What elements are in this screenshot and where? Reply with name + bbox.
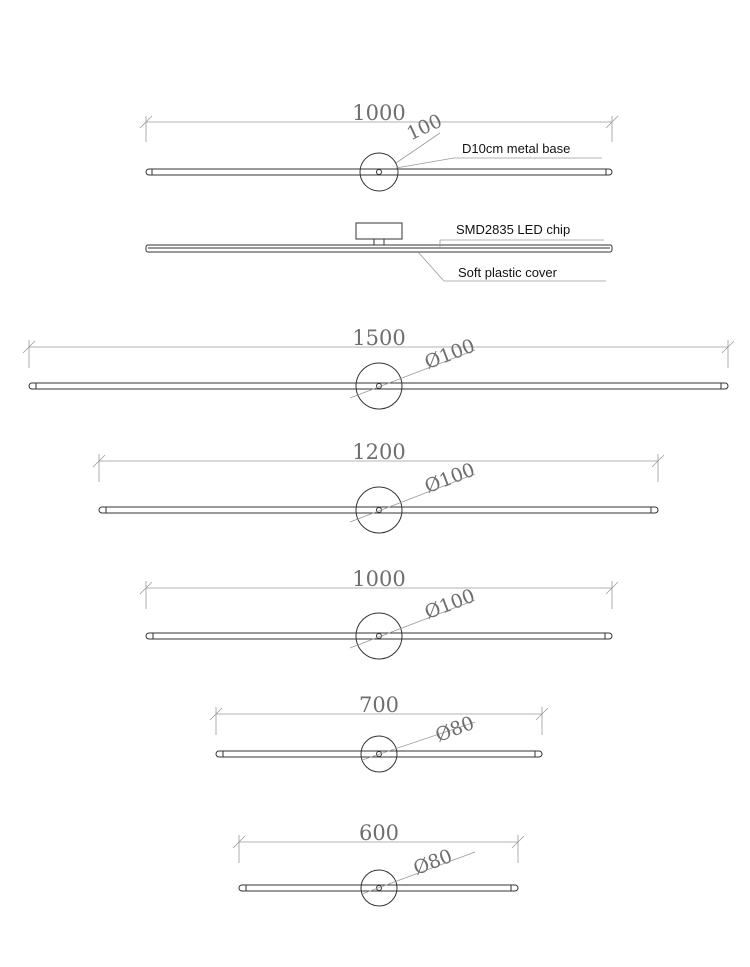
length-label: 1000 xyxy=(352,101,406,125)
variant-1000 xyxy=(140,567,618,659)
callout-leader xyxy=(396,158,454,168)
base-disc xyxy=(360,153,398,191)
side-lamp-bar xyxy=(146,245,612,252)
variant-700 xyxy=(210,693,548,772)
pivot-point xyxy=(377,170,382,175)
diameter-label-700: Ø80 xyxy=(432,712,478,747)
diameter-label-600: Ø80 xyxy=(410,845,456,880)
base-disc-1200 xyxy=(356,487,402,533)
variant-1500 xyxy=(23,326,734,409)
base-disc-1500 xyxy=(356,363,402,409)
length-label-1000: 1000 xyxy=(352,567,406,591)
cover-callout-leader xyxy=(418,252,444,281)
base-disc-1000 xyxy=(356,613,402,659)
length-label-600: 600 xyxy=(358,821,400,845)
base-size-label: 100 xyxy=(403,109,446,146)
length-label-1200: 1200 xyxy=(352,440,406,464)
diameter-label-1000: Ø100 xyxy=(421,584,478,624)
callout-plastic-cover: Soft plastic cover xyxy=(458,265,557,280)
callout-metal-base: D10cm metal base xyxy=(462,141,571,156)
length-label-700: 700 xyxy=(358,693,400,717)
wall-base-block xyxy=(356,223,402,239)
diameter-label-1200: Ø100 xyxy=(421,458,478,498)
diameter-label-1500: Ø100 xyxy=(421,334,478,374)
arm-joint xyxy=(374,239,384,245)
side-view xyxy=(146,222,612,281)
variant-1200 xyxy=(93,440,664,533)
length-label-1500: 1500 xyxy=(352,326,406,350)
callout-led-chip: SMD2835 LED chip xyxy=(456,222,571,237)
variant-600 xyxy=(233,821,524,906)
top-view-1000 xyxy=(140,101,618,191)
